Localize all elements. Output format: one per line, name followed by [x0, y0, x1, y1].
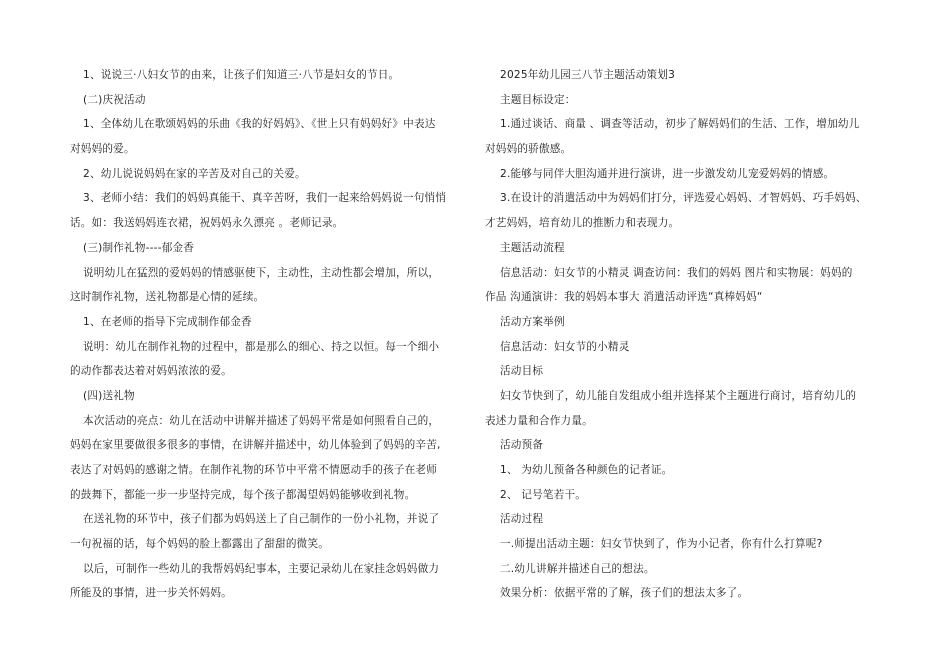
text-line: 这时制作礼物，送礼物都是心情的延续。 — [70, 291, 265, 304]
text-line: 2、 记号笔若干。 — [500, 488, 587, 501]
left-text-column — [70, 63, 470, 606]
text-line: 以后，可制作一些幼儿的我帮妈妈纪事本，主要记录幼儿在家挂念妈妈做力 — [83, 562, 440, 575]
text-line: 2.能够与同伴大胆沟通并进行演讲，进一步激发幼儿宠爱妈妈的情感。 — [500, 167, 835, 180]
text-line: 表述力量和合作力量。 — [485, 414, 593, 427]
text-line: 作品 沟通演讲：我的妈妈本事大 消遣活动评选“真棒妈妈“ — [485, 291, 763, 304]
text-line: 表达了对妈妈的感谢之情。在制作礼物的环节中平常不情愿动手的孩子在老师 — [70, 464, 437, 476]
text-line: 1、在老师的指导下完成制作郁金香 — [83, 315, 252, 328]
text-line: 本次活动的亮点：幼儿在活动中讲解并描述了妈妈平常是如何照看自己的， — [83, 414, 440, 427]
text-line: 1、 为幼儿预备各种颜色的记者证。 — [500, 464, 673, 476]
text-line: 话。如：我送妈妈连衣裙，祝妈妈永久漂亮 。老师记录。 — [70, 217, 344, 230]
text-line: 的鼓舞下，都能一步一步坚持完成，每个孩子都渴望妈妈能够收到礼物。 — [70, 488, 416, 501]
text-line: 的动作都表达着对妈妈浓浓的爱。 — [70, 365, 232, 378]
text-line: 妈妈在家里要做很多很多的事情，在讲解并描述中，幼儿体验到了妈妈的辛苦, — [70, 439, 441, 452]
text-line: 说明幼儿在猛烈的爱妈妈的情感驱使下，主动性，主动性都会增加，所以， — [83, 266, 440, 279]
text-line: (二)庆祝活动 — [83, 93, 146, 106]
text-line: 信息活动：妇女节的小精灵 — [500, 340, 630, 353]
text-line: 在送礼物的环节中，孩子们都为妈妈送上了自己制作的一份小礼物，并说了 — [83, 513, 440, 526]
text-line: 1、全体幼儿在歌颂妈妈的乐曲《我的好妈妈》、《世上只有妈妈好》中表达 — [83, 118, 436, 131]
text-line: 才艺妈妈，培育幼儿的推断力和表现力。 — [485, 217, 680, 230]
right-text-column — [485, 63, 885, 606]
text-line: 说明：幼儿在制作礼物的过程中，都是那么的细心、持之以恒。每一个细小 — [83, 340, 440, 353]
text-line: 活动目标 — [500, 365, 544, 378]
text-line: 一句祝福的话，每个妈妈的脸上都露出了甜甜的微笑。 — [70, 538, 330, 551]
text-line: 效果分析：依据平常的了解，孩子们的想法太多了。 — [500, 587, 749, 600]
text-line: 1.通过谈话、商量 、调查等活动，初步了解妈妈们的生活、工作，增加幼儿 — [500, 118, 860, 131]
text-line: 活动方案举例 — [500, 315, 565, 328]
text-line: 主题活动流程 — [500, 241, 565, 254]
text-line: 3、老师小结：我们的妈妈真能干、真辛苦呀，我们一起来给妈妈说一句悄悄 — [83, 192, 447, 205]
text-line: 对妈妈的骄傲感。 — [485, 143, 572, 156]
text-line: 1、说说三·八妇女节的由来，让孩子们知道三·八节是妇女的节日。 — [83, 69, 400, 81]
text-line: 二.幼儿讲解并描述自己的想法。 — [500, 562, 655, 575]
text-line: 2025年幼儿园三八节主题活动策划3 — [500, 69, 676, 81]
text-line: 2、幼儿说说妈妈在家的辛苦及对自己的关爱。 — [83, 167, 306, 180]
text-line: 活动过程 — [500, 513, 544, 526]
text-line: 活动预备 — [500, 439, 544, 452]
text-line: 信息活动：妇女节的小精灵 调查访问：我们的妈妈 图片和实物展：妈妈的 — [500, 266, 853, 279]
text-line: 3.在设计的消遣活动中为妈妈们打分，评选爱心妈妈、才智妈妈、巧手妈妈、 — [500, 192, 867, 205]
text-line: 主题目标设定： — [500, 93, 576, 106]
text-line: 妇女节快到了，幼儿能自发组成小组并选择某个主题进行商讨，培育幼儿的 — [500, 389, 857, 402]
text-line: (四)送礼物 — [83, 389, 135, 402]
text-line: 所能及的事情，进一步关怀妈妈。 — [70, 587, 232, 600]
text-line: 对妈妈的爱。 — [70, 143, 135, 156]
text-line: 一.师提出活动主题：妇女节快到了，作为小记者，你有什么打算呢? — [500, 538, 823, 551]
text-line: (三)制作礼物----郁金香 — [83, 241, 195, 254]
